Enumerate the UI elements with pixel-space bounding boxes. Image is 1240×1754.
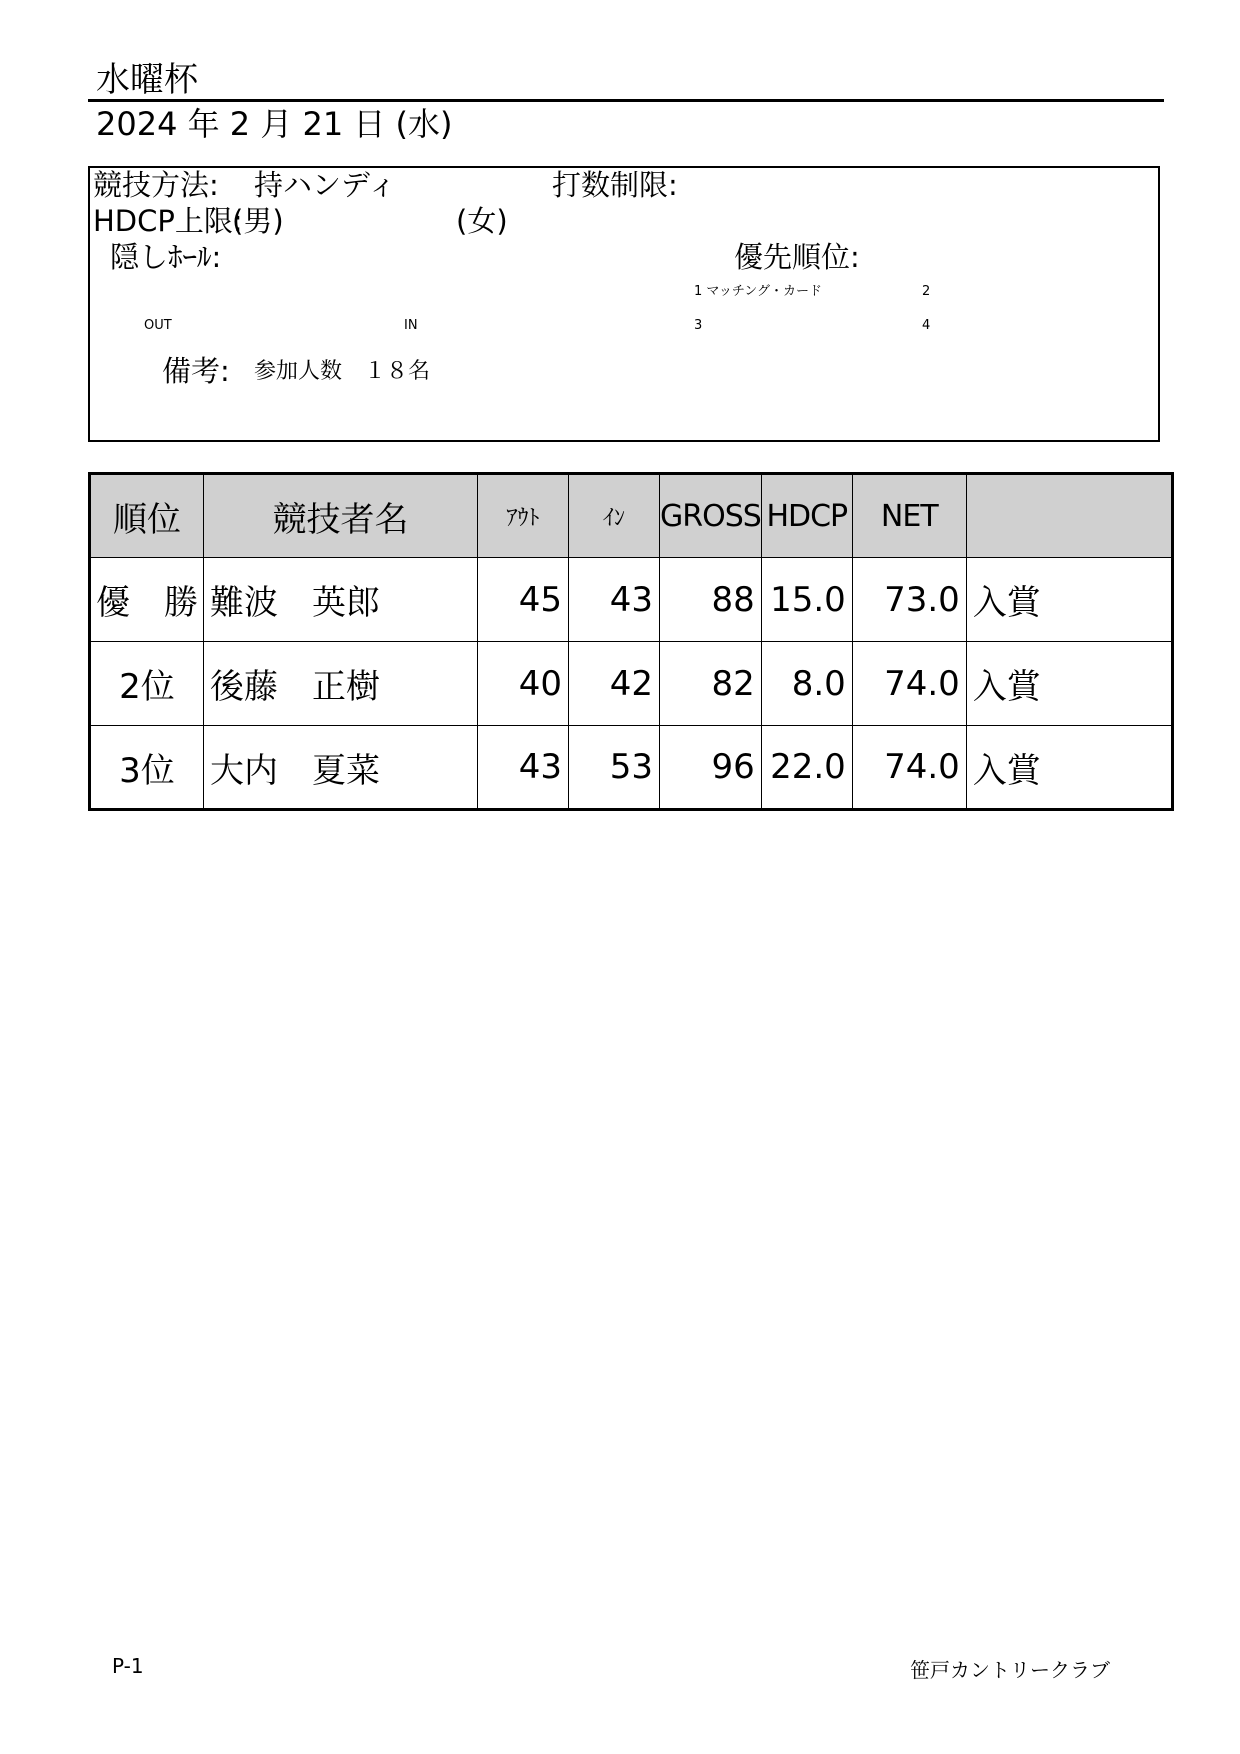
title-underline <box>88 99 1164 102</box>
priority-3: 3 <box>694 318 703 333</box>
hdcp-female-label: (女) <box>456 204 508 238</box>
table-header-row <box>90 474 1173 558</box>
competition-date: 2024 年 2 月 21 日 (水) <box>96 105 453 143</box>
hdcp-limit-label: HDCP上限: <box>93 204 243 238</box>
hidden-out-label: OUT <box>144 318 172 333</box>
in-score-cell: 43 <box>569 558 660 642</box>
method-value: 持ハンディ <box>254 168 397 202</box>
remarks-label: 備考: <box>162 354 230 388</box>
gross-score-cell: 96 <box>660 726 762 810</box>
hidden-hole-label: 隠しﾎｰﾙ: <box>110 240 222 274</box>
header-rank: 順位 <box>90 474 204 558</box>
net-score-cell: 74.0 <box>852 726 966 810</box>
stroke-limit-label: 打数制限: <box>552 168 678 202</box>
hdcp-cell: 15.0 <box>761 558 852 642</box>
club-name: 笹戸カントリークラブ <box>910 1658 1110 1682</box>
player-name-cell: 大内 夏菜 <box>204 726 478 810</box>
in-score-cell: 53 <box>569 726 660 810</box>
header-player-name: 競技者名 <box>204 474 478 558</box>
priority-label: 優先順位: <box>734 240 860 274</box>
results-table <box>88 472 1174 811</box>
hidden-in-label: IN <box>404 318 418 333</box>
award-cell: 入賞 <box>966 726 1172 810</box>
header-net: NET <box>852 474 966 558</box>
header-hdcp: HDCP <box>761 474 852 558</box>
method-label: 競技方法: <box>93 168 219 202</box>
award-cell: 入賞 <box>966 642 1172 726</box>
table-row <box>90 642 1173 726</box>
rank-cell: 3位 <box>90 726 204 810</box>
rank-cell: 2位 <box>90 642 204 726</box>
header-award <box>966 474 1172 558</box>
net-score-cell: 73.0 <box>852 558 966 642</box>
out-score-cell: 43 <box>478 726 569 810</box>
hdcp-cell: 8.0 <box>761 642 852 726</box>
hdcp-cell: 22.0 <box>761 726 852 810</box>
header-in: ｲﾝ <box>569 474 660 558</box>
header-out: ｱｳﾄ <box>478 474 569 558</box>
in-score-cell: 42 <box>569 642 660 726</box>
table-row <box>90 558 1173 642</box>
remarks-value: 参加人数 １８名 <box>254 359 431 384</box>
hdcp-male-label: (男) <box>232 204 284 238</box>
priority-2: 2 <box>922 284 931 299</box>
page-number: P-1 <box>112 1654 144 1678</box>
priority-4: 4 <box>922 318 931 333</box>
out-score-cell: 40 <box>478 642 569 726</box>
header-gross: GROSS <box>660 474 762 558</box>
player-name-cell: 後藤 正樹 <box>204 642 478 726</box>
net-score-cell: 74.0 <box>852 642 966 726</box>
player-name-cell: 難波 英郎 <box>204 558 478 642</box>
priority-1: 1 マッチング・カード <box>694 284 822 299</box>
out-score-cell: 45 <box>478 558 569 642</box>
gross-score-cell: 88 <box>660 558 762 642</box>
rank-cell: 優 勝 <box>90 558 204 642</box>
award-cell: 入賞 <box>966 558 1172 642</box>
gross-score-cell: 82 <box>660 642 762 726</box>
table-row <box>90 726 1173 810</box>
competition-title: 水曜杯 <box>96 60 198 100</box>
